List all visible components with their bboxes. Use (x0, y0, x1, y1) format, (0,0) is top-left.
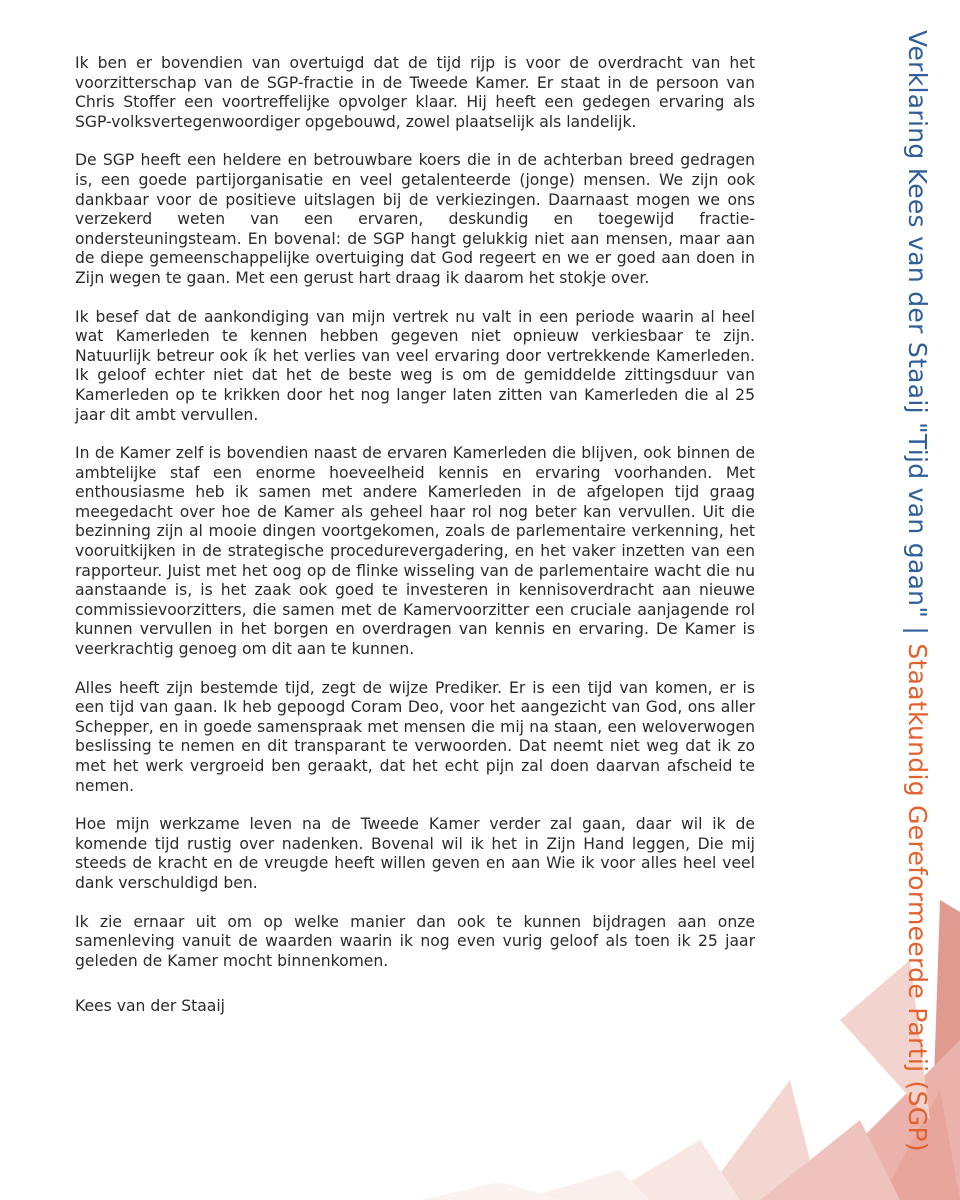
letter-paragraph-2: De SGP heeft een heldere en betrouwbare koers die in de achterban breed gedragen is, een goede partijorganisatie en veel getalenteerde (jonge) mensen. We zijn ook dankbaar voor de positieve uitslagen bij de verkiezingen. Daarnaast mogen we ons verzekerd weten van een ervaren, deskundig en toegewijd fractie-ondersteuningsteam. En bovenal: de SGP hangt gelukkig niet aan mensen, maar aan de diepe gemeenschappelijke overtuiging dat God regeert en we er goed aan doen in Zijn wegen te gaan. Met een gerust hart draag ik daarom het stokje over. (75, 151, 755, 287)
signature: Kees van der Staaij (75, 997, 225, 1016)
deco-triangle-faint (420, 1182, 560, 1200)
side-title-statement: Verklaring Kees van der Staaij "Tijd van gaan" (903, 30, 932, 619)
letter-paragraph-5: Alles heeft zijn bestemde tijd, zegt de wijze Prediker. Er is een tijd van komen, er is een tijd van gaan. Ik heb gepoogd Coram Deo, voor het aangezicht van God, ons aller Schepper, en in goede samenspraak met mensen die mij na staan, een weloverwogen beslissing te nemen en dit transparant te verwoorden. Dat neemt niet weg dat ik zo met het werk vergroeid ben geraakt, dat het echt pijn zal doen daarvan afscheid te nemen. (75, 678, 755, 795)
side-title-party: Staatkundig Gereformeerde Partij (SGP) (903, 643, 932, 1152)
letter-paragraph-4: In de Kamer zelf is bovendien naast de ervaren Kamerleden die blijven, ook binnen de ambtelijke staf een enorme hoeveelheid kennis en ervaring voorhanden. Met enthousiasme heb ik samen met andere Kamerleden in de afgelopen tijd graag meegedacht over hoe de Kamer als geheel haar rol nog beter kan vervullen. Uit die bezinning zijn al mooie dingen voortgekomen, zoals de parlementaire verkenning, het vooruitkijken in de strategische procedurevergadering, en het vaker inzetten van een rapporteur. Juist met het oog op de flinke wisseling van de parlementaire wacht die nu aanstaande is, is het zaak ook goed te investeren in kennisoverdracht aan nieuwe commissievoorzitters, die samen met de Kamervoorzitter een cruciale aanjagende rol kunnen vervullen in het borgen en overdragen van kennis en ervaring. De Kamer is veerkrachtig genoeg om dit aan te kunnen. (75, 444, 755, 659)
letter-paragraph-6: Hoe mijn werkzame leven na de Tweede Kamer verder zal gaan, daar wil ik de komende tijd rustig over nadenken. Bovenal wil ik het in Zijn Hand leggen, Die mij steeds de kracht en de vreugde heeft willen geven en aan Wie ik voor alles heel veel dank verschuldigd ben. (75, 815, 755, 892)
letter-paragraph-7: Ik zie ernaar uit om op welke manier dan ook te kunnen bijdragen aan onze samenleving vanuit de waarden waarin ik nog even vurig geloof als toen ik 25 jaar geleden de Kamer mocht binnenkomen. (75, 912, 755, 970)
side-title-separator: | (903, 626, 932, 636)
side-title (895, 30, 939, 1152)
letter-paragraph-1: Ik ben er bovendien van overtuigd dat de tijd rijp is voor de overdracht van het voorzitterschap van de SGP-fractie in de Tweede Kamer. Er staat in de persoon van Chris Stoffer een voortreffelijke opvolger klaar. Hij heeft een gedegen ervaring als SGP-volksvertegenwoordiger opgebouwd, zowel plaatselijk als landelijk. (75, 54, 755, 131)
letter-body (75, 54, 755, 1036)
letter-paragraph-3: Ik besef dat de aankondiging van mijn vertrek nu valt in een periode waarin al heel wat Kamerleden te kennen hebben gegeven niet opnieuw verkiesbaar te zijn. Natuurlijk betreur ook ík het verlies van veel ervaring door vertrekkende Kamerleden. Ik geloof echter niet dat het de beste weg is om de gemiddelde zittingsduur van Kamerleden op te krikken door het nog langer laten zitten van Kamerleden die al 25 jaar dit ambt vervullen. (75, 307, 755, 424)
